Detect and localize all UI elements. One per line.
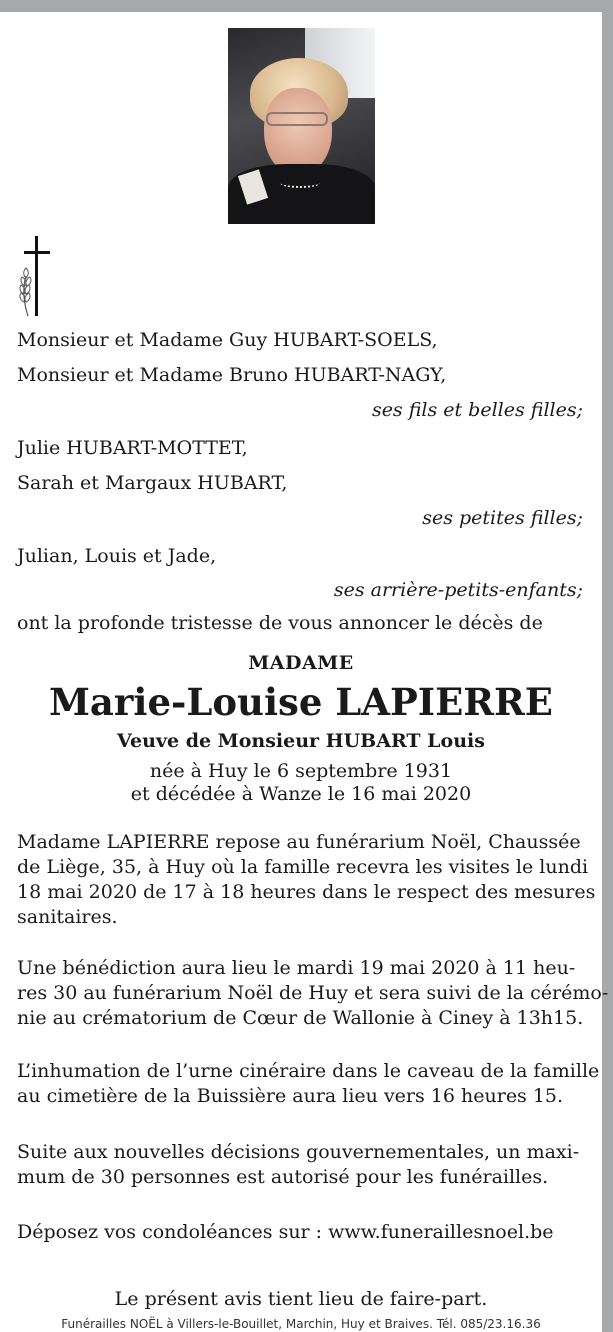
great-grandchildren-caption: ses arrière-petits-enfants;	[333, 579, 583, 601]
birth-info: née à Huy le 6 septembre 1931	[149, 760, 453, 782]
family-son-2: Monsieur et Madame Bruno HUBART-NAGY,	[17, 364, 447, 386]
granddaughters-caption: ses petites filles;	[422, 507, 583, 529]
notice-text: Le présent avis tient lieu de faire-part.	[114, 1288, 488, 1310]
family-granddaughter-2: Sarah et Margaux HUBART,	[17, 472, 288, 494]
widow-of: Veuve de Monsieur HUBART Louis	[117, 730, 485, 752]
portrait-photo	[228, 28, 375, 224]
paragraph-burial: L’inhumation de l’urne cinéraire dans le caveau de la famille au cimetière de la Buissière aura lieu vers 16 heures 15.	[17, 1060, 600, 1107]
family-great-grandchildren: Julian, Louis et Jade,	[17, 545, 217, 567]
family-granddaughter-1: Julie HUBART-MOTTET,	[17, 437, 248, 459]
death-info: et décédée à Wanze le 16 mai 2020	[130, 783, 472, 805]
paragraph-restrictions: Suite aux nouvelles décisions gouvernementales, un maxi- mum de 30 personnes est autorisé pour les funérailles.	[17, 1141, 580, 1188]
obituary-notice	[0, 12, 609, 1332]
footer-contact: Funérailles NOËL à Villers-le-Bouillet, Marchin, Huy et Braives. Tél. 085/23.16.36	[61, 1317, 541, 1331]
paragraph-condolences: Déposez vos condoléances sur : www.funeraillesnoel.be	[17, 1221, 554, 1243]
sons-caption: ses fils et belles filles;	[371, 399, 583, 421]
paragraph-ceremony: Une bénédiction aura lieu le mardi 19 mai 2020 à 11 heu- res 30 au funérarium Noël de Huy et sera suivi de la cérémo- nie au crématorium de Cœur de Wallonie à Ciney à 13h15.	[17, 957, 609, 1029]
honorific: MADAME	[248, 652, 354, 674]
deceased-name: Marie-Louise LAPIERRE	[48, 680, 554, 724]
cross-with-wheat-icon	[14, 234, 58, 318]
paragraph-funerarium: Madame LAPIERRE repose au funérarium Noël, Chaussée de Liège, 35, à Huy où la famille recevra les visites le lundi 18 mai 2020 de 17 à 18 heures dans le respect des mesures sanitaires.	[17, 831, 596, 928]
announcement-text: ont la profonde tristesse de vous annoncer le décès de	[17, 612, 543, 634]
family-son-1: Monsieur et Madame Guy HUBART-SOELS,	[17, 329, 438, 351]
